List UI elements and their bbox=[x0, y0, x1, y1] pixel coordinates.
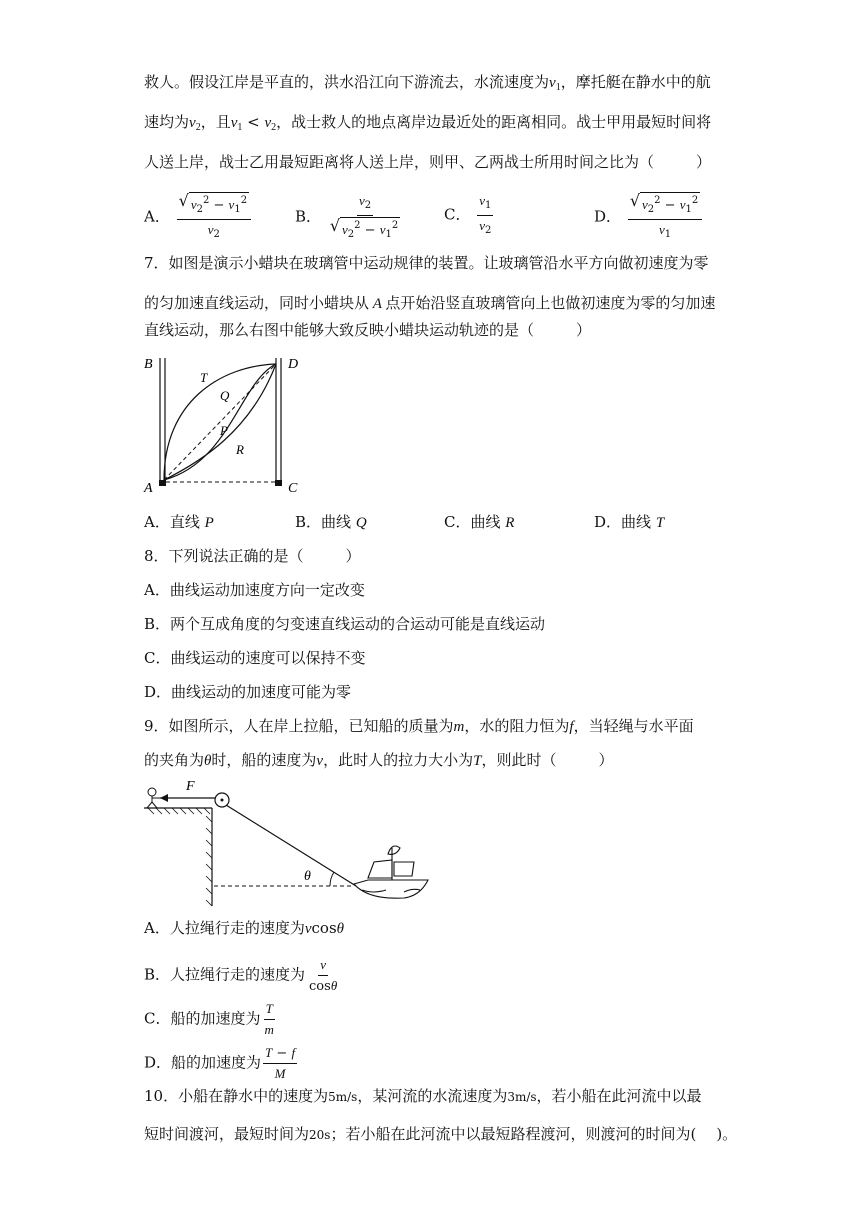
label-d: D bbox=[288, 357, 299, 372]
label-p: P bbox=[220, 423, 228, 438]
q6-option-d: D． √ $v_2^2 - v_1^2$ $v_1$ bbox=[594, 192, 704, 243]
q7-option-b: B．曲线 Q bbox=[295, 513, 367, 531]
label-a: A bbox=[144, 481, 153, 496]
q8-option-c: C．曲线运动的速度可以保持不变 bbox=[144, 649, 366, 667]
q8-option-b: B．两个互成角度的匀变速直线运动的合运动可能是直线运动 bbox=[144, 615, 546, 633]
line-p bbox=[164, 364, 276, 480]
q7-line-1: 7．如图是演示小蜡块在玻璃管中运动规律的装置。让玻璃管沿水平方向做初速度为零 bbox=[144, 254, 709, 272]
q6-line-3: 人送上岸，战士乙用最短距离将人送上岸，则甲、乙两战士所用时间之比为（ ） bbox=[144, 153, 712, 171]
q6-line-1: 救人。假设江岸是平直的，洪水沿江向下游流去，水流速度为$v_1$，摩托艇在静水中的航 bbox=[144, 73, 711, 93]
q9-line-2: 的夹角为θ时，船的速度为v，此时人的拉力大小为T，则此时（ ） bbox=[144, 751, 614, 769]
q7-line-2: 的匀加速直线运动，同时小蜡块从 A 点开始沿竖直玻璃管向上也做初速度为零的匀加速 bbox=[144, 294, 716, 312]
q8-option-a: A．曲线运动加速度方向一定改变 bbox=[144, 581, 365, 599]
q9-line-1: 9．如图所示，人在岸上拉船，已知船的质量为m，水的阻力恒为f，当轻绳与水平面 bbox=[144, 717, 694, 735]
q9-option-a: A．人拉绳行走的速度为vcosθ bbox=[144, 919, 345, 937]
q6-option-a: A． √ $v_2^2 - v_1^2$ $v_2$ bbox=[144, 192, 253, 243]
q7-trajectory-figure bbox=[140, 352, 310, 500]
q7-line-3: 直线运动，那么右图中能够大致反映小蜡块运动轨迹的是（ ） bbox=[144, 321, 592, 339]
q6-line-2: 速均为$v_2$，且$v_1 < v_2$，战士救人的地点离岸边最近处的距离相同。战士甲用最短时间将 bbox=[144, 113, 712, 133]
q7-option-a: A．直线 P bbox=[144, 513, 214, 531]
q6-option-c: C． $\frac{v_1}{v_2}$ bbox=[444, 193, 492, 236]
q7-option-c: C．曲线 R bbox=[444, 513, 515, 531]
q7-option-d: D．曲线 T bbox=[594, 513, 665, 531]
q6-text-1b: ，摩托艇在静水中的航 bbox=[560, 73, 711, 91]
label-t: T bbox=[200, 370, 208, 385]
label-f: F bbox=[186, 779, 195, 794]
label-c: C bbox=[288, 481, 298, 496]
boat-icon bbox=[354, 846, 428, 898]
q8-option-d: D．曲线运动的加速度可能为零 bbox=[144, 683, 352, 701]
q6-text-1: 救人。假设江岸是平直的，洪水沿江向下游流去，水流速度为 bbox=[144, 73, 550, 91]
q10-line-2: 短时间渡河，最短时间为20s；若小船在此河流中以最短路程渡河，则渡河的时间为( )。 bbox=[144, 1125, 738, 1143]
label-r: R bbox=[236, 442, 244, 457]
q6-option-b: B． $v_2$ √ $v_2^2 - v_1^2$ bbox=[295, 192, 404, 243]
q9-boat-figure bbox=[142, 776, 432, 908]
q8-stem: 8．下列说法正确的是（ ） bbox=[144, 547, 361, 565]
q9-option-b: B．人拉绳行走的速度为 $\frac{v}{\cos\theta}$ bbox=[144, 957, 338, 994]
q9-option-c: C．船的加速度为 $\frac{T}{m}$ bbox=[144, 1001, 274, 1037]
label-theta: θ bbox=[304, 869, 311, 884]
label-q: Q bbox=[220, 388, 230, 403]
q9-option-d: D．船的加速度为 $\frac{T - f}{M}$ bbox=[144, 1045, 296, 1081]
q10-line-1: 10．小船在静水中的速度为5m/s，某河流的水流速度为3m/s，若小船在此河流中以最 bbox=[144, 1087, 702, 1105]
label-b: B bbox=[144, 357, 153, 372]
